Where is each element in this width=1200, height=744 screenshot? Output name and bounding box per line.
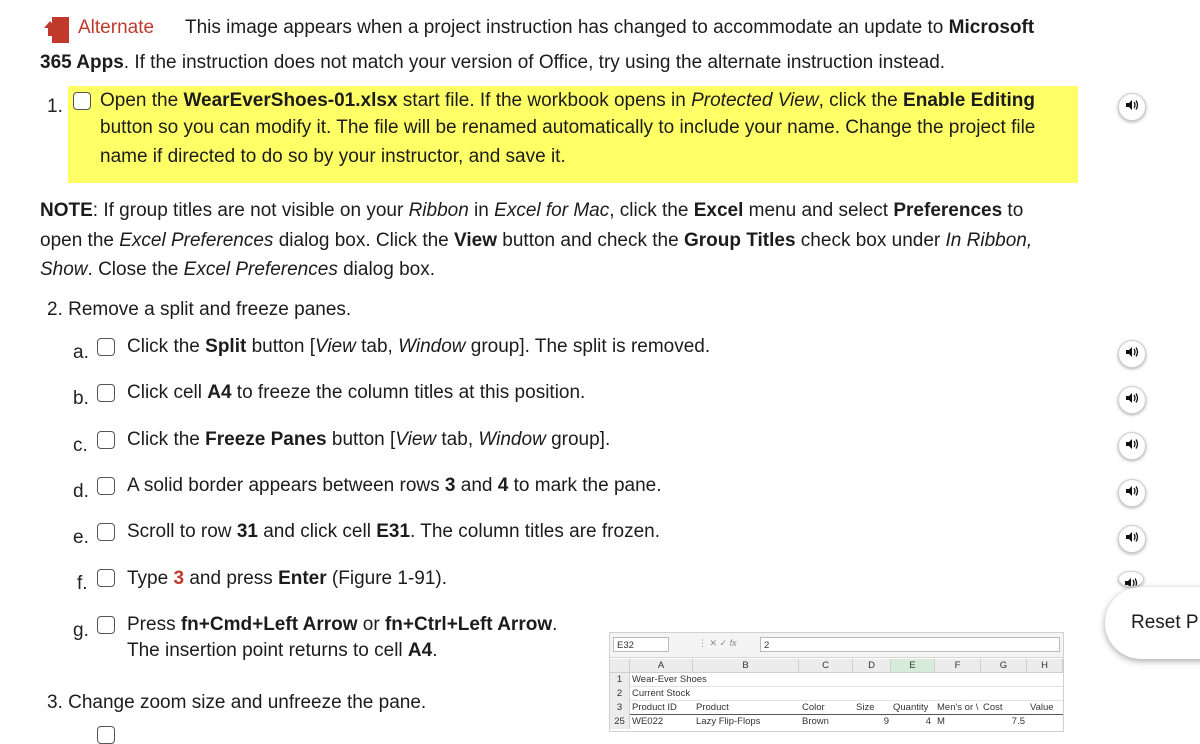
step1-number: 1. [47,96,63,117]
cell-b25: Lazy Flip-Flops [696,716,761,727]
alternate-label: Alternate [78,17,155,38]
step2c-text: Click the Freeze Panes button [View tab, Window group]. [127,429,611,450]
cell-a25: WE022 [632,716,664,727]
speaker-icon [1125,530,1139,548]
speaker-icon [1125,391,1139,409]
excel-figure [609,632,1064,732]
step2a-checkbox[interactable] [97,338,115,356]
cell-f25: M [937,716,945,727]
cell-b3: Product [696,702,729,713]
step2d-checkbox[interactable] [97,477,115,495]
name-box: E32 [613,637,669,652]
row-header: 2 [610,687,630,701]
audio-button-step1[interactable] [1118,93,1146,121]
formula-value: 2 [760,637,1060,652]
row-header: 3 [610,701,630,715]
step2b-letter: b. [73,388,89,409]
col-header-g: G [981,659,1027,673]
col-header-d: D [853,659,891,673]
step2e-checkbox[interactable] [97,523,115,541]
cell-h3: Value [1030,702,1054,713]
step2c-checkbox[interactable] [97,431,115,449]
speaker-icon [1125,484,1139,502]
step2e-letter: e. [73,527,89,548]
step2f-letter: f. [77,573,88,594]
audio-button-step2f[interactable] [1118,571,1144,587]
step2b-checkbox[interactable] [97,384,115,402]
step1-text-line3: name if directed to do so by your instructor, and save it. [100,146,566,167]
step2f-text: Type 3 and press Enter (Figure 1-91). [127,568,448,589]
alternate-icon [41,16,71,44]
speaker-icon [1125,98,1139,116]
step3a-checkbox[interactable] [97,726,115,744]
step2a-text: Click the Split button [View tab, Window group]. The split is removed. [127,336,711,357]
cell-c3: Color [802,702,825,713]
audio-button-step2c[interactable] [1118,432,1146,460]
step1-text-line2: button so you can modify it. The file will be renamed automatically to include your name. Change the project file [100,117,1036,138]
step2b-text: Click cell A4 to freeze the column titles at this position. [127,382,586,403]
select-all-corner [610,659,630,673]
step2-heading: 2. Remove a split and freeze panes. [47,299,352,320]
cell-e3: Quantity [893,702,929,713]
col-header-b: B [693,659,799,673]
formula-bar [610,633,1063,658]
cell-a2: Current Stock [632,688,691,699]
step2c-letter: c. [73,435,88,456]
col-header-a: A [630,659,693,673]
step2g-letter: g. [73,620,89,641]
col-header-h: H [1027,659,1063,673]
note-line3: Show. Close the Excel Preferences dialog box. [40,259,436,280]
cell-e25: 4 [925,716,931,727]
step2d-letter: d. [73,481,89,502]
audio-button-step2d[interactable] [1118,479,1146,507]
col-header-c: C [799,659,853,673]
audio-button-step2e[interactable] [1118,525,1146,553]
cell-f3: Men's or \ [937,702,979,713]
row-header: 25 [610,715,630,729]
reset-progress-button[interactable]: Reset P [1105,587,1200,659]
step1-checkbox[interactable] [73,92,91,110]
row-header: 1 [610,673,630,687]
audio-button-step2b[interactable] [1118,386,1146,414]
step2f-checkbox[interactable] [97,569,115,587]
col-header-e: E [891,659,935,673]
cell-g3: Cost [983,702,1003,713]
cell-c25: Brown [802,716,829,727]
alternate-description: This image appears when a project instruction has changed to accommodate an update to Microsoft [185,17,1035,38]
step3-heading: 3. Change zoom size and unfreeze the pane. [47,692,427,713]
step2d-text: A solid border appears between rows 3 and 4 to mark the pane. [127,475,662,496]
step2g-checkbox[interactable] [97,616,115,634]
step2g-text-line2: The insertion point returns to cell A4. [127,640,438,661]
speaker-icon [1125,437,1139,455]
note-line1: NOTE: If group titles are not visible on your Ribbon in Excel for Mac, click the Excel menu and select Preferences to [40,200,1024,221]
col-header-f: F [935,659,981,673]
cell-a3: Product ID [632,702,677,713]
note-line2: open the Excel Preferences dialog box. Click the View button and check the Group Titles check box under In Ribbon, [40,230,1033,251]
cell-g25: 7.5 [1011,716,1025,727]
cell-d3: Size [856,702,875,713]
cell-d25: 9 [883,716,889,727]
step2a-letter: a. [73,342,89,363]
step2e-text: Scroll to row 31 and click cell E31. The column titles are frozen. [127,521,660,542]
formula-icons: ⋮ ✕ ✓ fx [698,638,737,648]
step1-text: Open the WearEverShoes-01.xlsx start file. If the workbook opens in Protected View, click the Enable Editing [100,90,1035,111]
speaker-icon [1124,576,1138,587]
alternate-description-cont: 365 Apps. If the instruction does not match your version of Office, try using the alternate instruction instead. [40,52,946,73]
audio-button-step2a[interactable] [1118,340,1146,368]
step2g-text: Press fn+Cmd+Left Arrow or fn+Ctrl+Left Arrow. [127,614,558,635]
speaker-icon [1125,345,1139,363]
cell-a1: Wear-Ever Shoes [632,674,707,685]
